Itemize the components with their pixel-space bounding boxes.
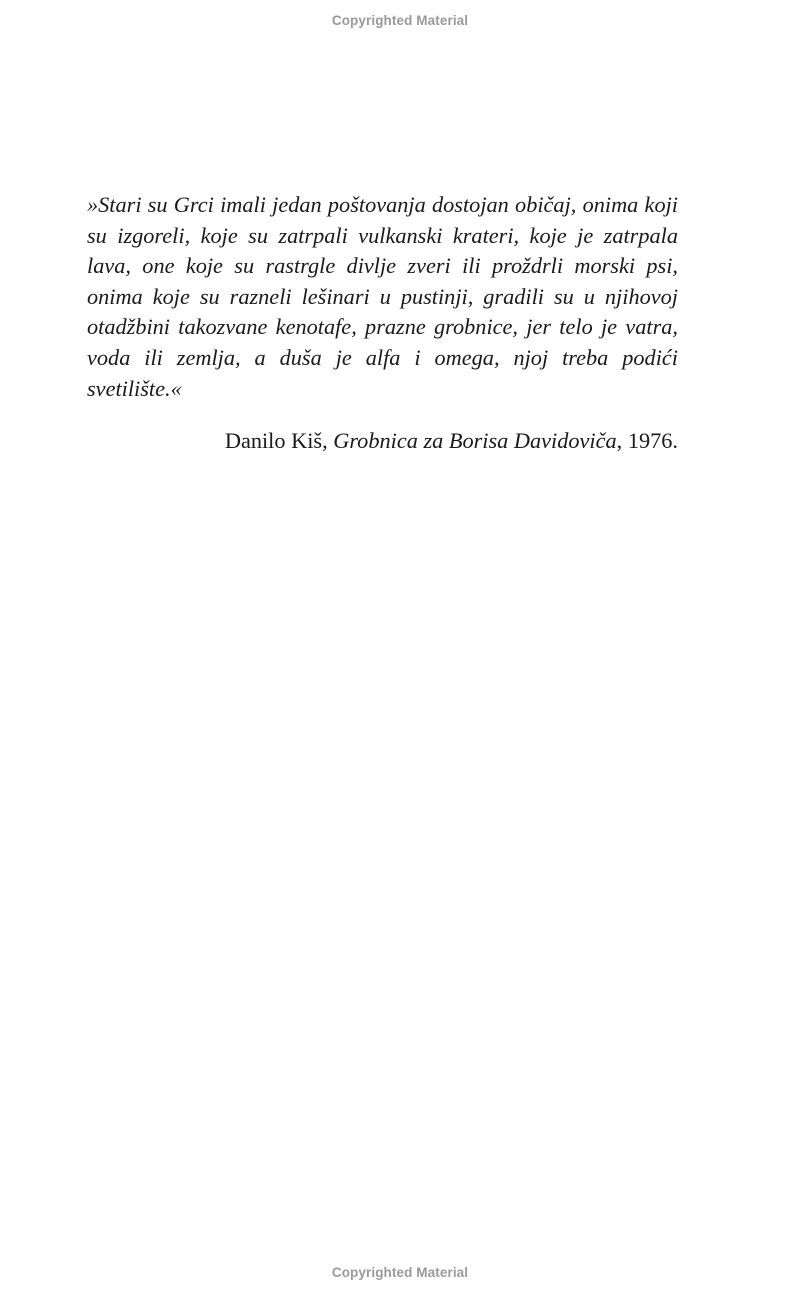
epigraph-quote: »Stari su Grci imali jedan poštovanja dostojan običaj, onima koji su izgoreli, koje su zatrpali vulkanski krateri, koje je zatrpala lava, one koje su rastrgle divlje zveri ili proždrli morski psi, onima koje su razneli lešinari u pustinji, gradili su u njihovoj otadžbini takozvane kenotafe, prazne grobnice, jer telo je vatra, voda ili zemlja, a duša je alfa i omega, njoj treba podići svetilište.« (87, 192, 678, 401)
attribution-author: Danilo Kiš, (224, 428, 328, 454)
copyright-watermark-top: Copyrighted Material (331, 13, 469, 28)
epigraph (87, 190, 678, 456)
epigraph-attribution (87, 426, 678, 456)
attribution-year: , 1976. (616, 428, 678, 454)
attribution-work-title: Grobnica za Borisa Davidoviča (333, 428, 617, 454)
copyright-watermark-bottom: Copyrighted Material (331, 1265, 469, 1280)
